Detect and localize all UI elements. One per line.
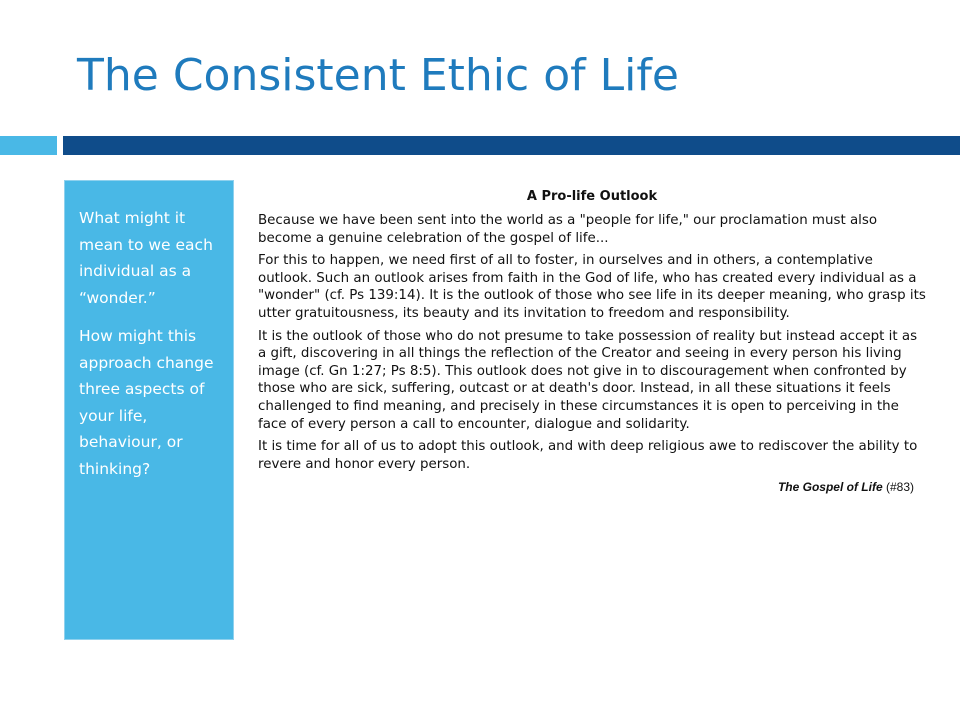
slide-title: The Consistent Ethic of Life bbox=[77, 50, 679, 101]
quote-paragraph-3: It is the outlook of those who do not presume to take possession of reality but instead accept it as a gift, discovering in all things the reflection of the Creator and seeing in every person his living image (cf. Gn 1:27; Ps 8:5). This outlook does not give in to discouragement when confronted by those who are sick, suffering, outcast or at death's door. Instead, in all these situations it feels challenged to find meaning, and precisely in these circumstances it is open to perceiving in the face of every person a call to encounter, dialogue and solidarity. bbox=[258, 328, 918, 432]
reflection-questions-box bbox=[64, 180, 234, 640]
quote-content bbox=[258, 186, 926, 495]
accent-bar-dark bbox=[63, 136, 960, 155]
quote-paragraph-2: For this to happen, we need first of all to foster, in ourselves and in others, a contemplative outlook. Such an outlook arises from faith in the God of life, who has created every individual as a "wonder" (cf. Ps 139:14). It is the outlook of those who see life in its deeper meaning, who grasp its utter gratuitousness, its beauty and its invitation to freedom and responsibility. bbox=[258, 253, 926, 321]
quote-heading: A Pro-life Outlook bbox=[526, 189, 658, 204]
citation-title: The Gospel of Life bbox=[777, 480, 883, 495]
accent-bar-light bbox=[0, 136, 57, 155]
quote-paragraph-4: It is time for all of us to adopt this outlook, and with deep religious awe to rediscover the ability to revere and honor every person. bbox=[258, 439, 918, 472]
quote-citation bbox=[258, 479, 914, 495]
quote-paragraph-1: Because we have been sent into the world as a "people for life," our proclamation must also become a genuine celebration of the gospel of life... bbox=[258, 213, 878, 246]
citation-reference: (#83) bbox=[882, 480, 914, 495]
reflection-question-1: What might it mean to we each individual as a “wonder.” bbox=[79, 209, 213, 307]
reflection-question-2: How might this approach change three aspects of your life, behaviour, or thinking? bbox=[79, 327, 214, 478]
